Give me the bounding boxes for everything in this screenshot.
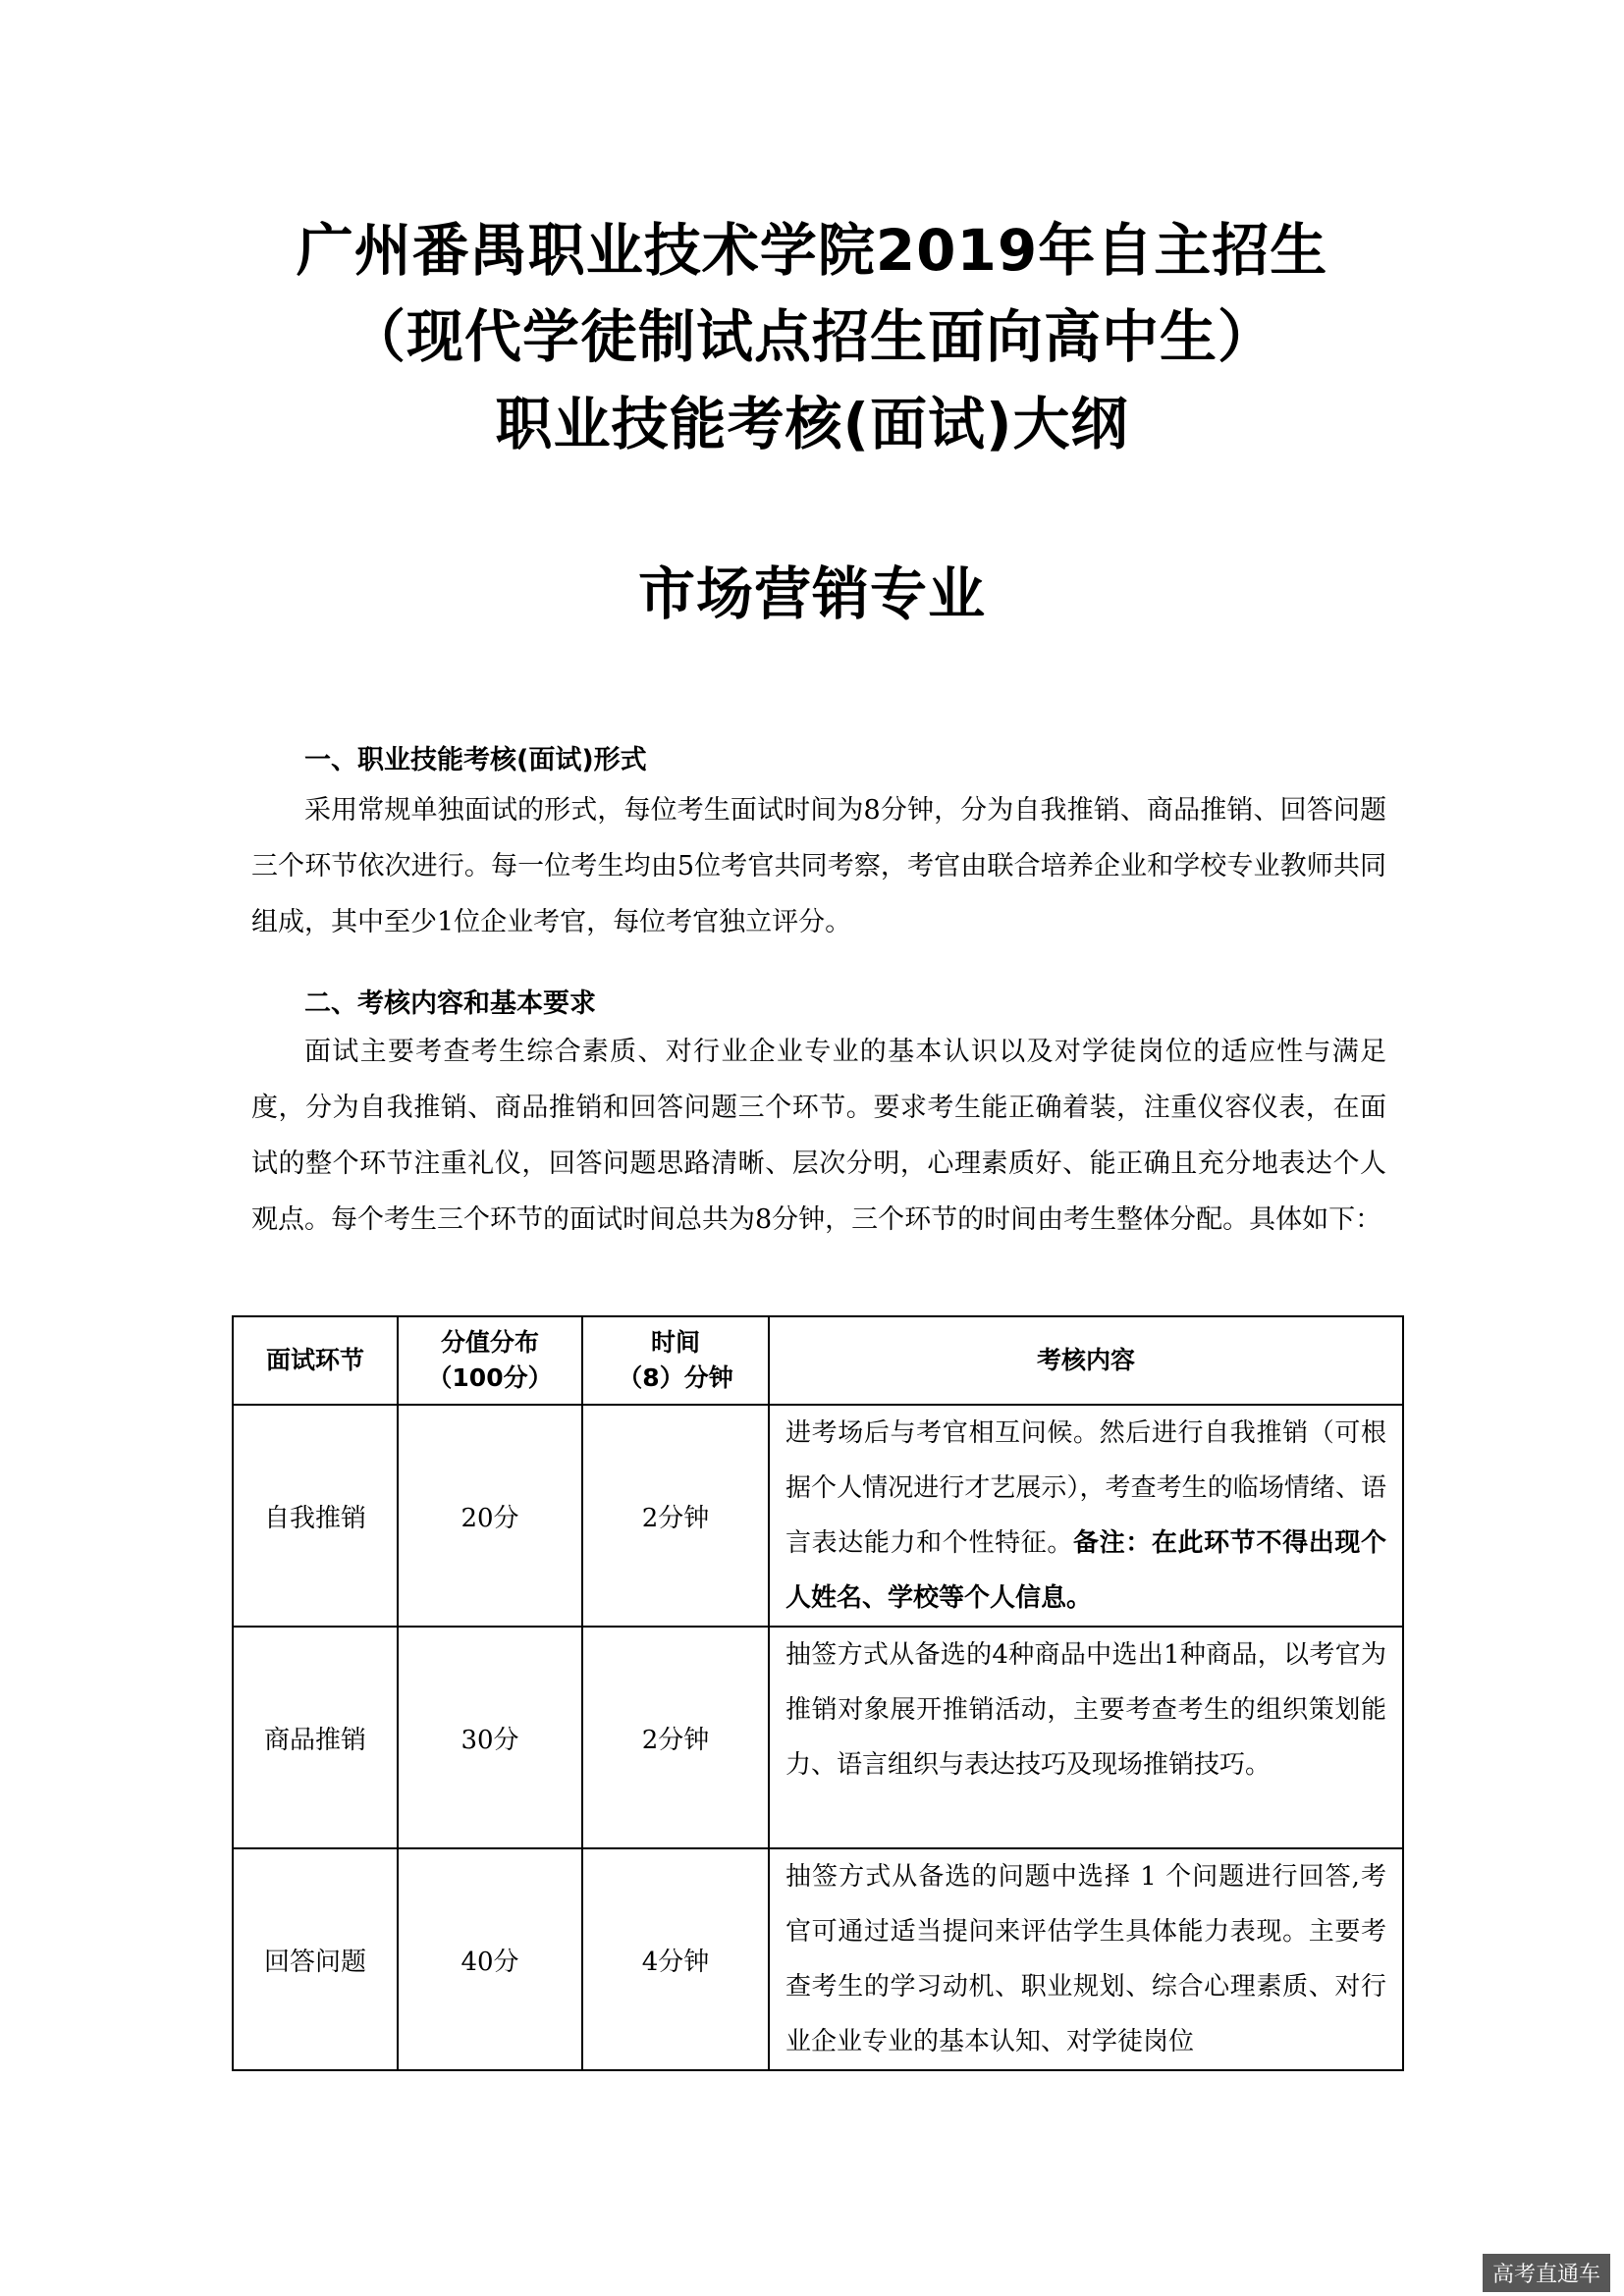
row-stage: 回答问题 xyxy=(233,1848,398,2070)
document-title-line-1: 广州番禺职业技术学院2019年自主招生 xyxy=(296,217,1328,284)
document-title-line-3: 职业技能考核(面试)大纲 xyxy=(495,391,1129,457)
major-title: 市场营销专业 xyxy=(637,561,986,627)
row-content-note: 备注：在此环节不得出现个人姓名、学校等个人信息。 xyxy=(785,1528,1386,1613)
header-stage: 面试环节 xyxy=(233,1316,398,1405)
document-title-line-2: （现代学徒制试点招生面向高中生） xyxy=(348,303,1275,370)
row-content-text: 进考场后与考官相互问候。然后进行自我推销（可根据个人情况进行才艺展示），考查考生的临场情绪、语言表达能力和个性特征。 xyxy=(785,1418,1386,1558)
section-2-heading: 二、考核内容和基本要求 xyxy=(304,988,596,1019)
section-2-body: 面试主要考查考生综合素质、对行业企业专业的基本认识以及对学徒岗位的适应性与满足度，分为自我推销、商品推销和回答问题三个环节。要求考生能正确着装，注重仪容仪表，在面试的整个环节注重礼仪，回答问题思路清晰、层次分明，心理素质好、能正确且充分地表达个人观点。每个考生三个环节的面试时间总共为8分钟，三个环节的时间由考生整体分配。具体如下： xyxy=(251,1037,1386,1235)
row-time: 2分钟 xyxy=(582,1405,769,1627)
header-content: 考核内容 xyxy=(769,1316,1403,1405)
row-score: 20分 xyxy=(398,1405,582,1627)
watermark-logo: 高考直通车 xyxy=(1483,2254,1610,2292)
table-row xyxy=(233,1627,1403,1848)
row-stage: 商品推销 xyxy=(233,1627,398,1848)
row-stage: 自我推销 xyxy=(233,1405,398,1627)
row-score: 40分 xyxy=(398,1848,582,2070)
row-content: 抽签方式从备选的4种商品中选出1种商品，以考官为推销对象展开推销活动，主要考查考生的组织策划能力、语言组织与表达技巧及现场推销技巧。 xyxy=(769,1627,1403,1848)
section-1-body: 采用常规单独面试的形式，每位考生面试时间为8分钟，分为自我推销、商品推销、回答问题三个环节依次进行。每一位考生均由5位考官共同考察，考官由联合培养企业和学校专业教师共同组成，其中至少1位企业考官，每位考官独立评分。 xyxy=(251,795,1386,937)
header-time-line-2: （8）分钟 xyxy=(618,1363,733,1392)
header-time-line-1: 时间 xyxy=(650,1328,700,1357)
row-time: 2分钟 xyxy=(582,1627,769,1848)
row-content: 抽签方式从备选的问题中选择 1 个问题进行回答,考官可通过适当提问来评估学生具体能力表现。主要考查考生的学习动机、职业规划、综合心理素质、对行业企业专业的基本认知、对学徒岗位 xyxy=(769,1848,1403,2070)
header-score xyxy=(398,1316,582,1405)
section-1-heading: 一、职业技能考核(面试)形式 xyxy=(304,745,647,775)
row-time: 4分钟 xyxy=(582,1848,769,2070)
table-row xyxy=(233,1405,1403,1627)
header-score-line-1: 分值分布 xyxy=(440,1328,539,1357)
header-time xyxy=(582,1316,769,1405)
table-row xyxy=(233,1848,1403,2070)
row-content xyxy=(769,1405,1403,1627)
row-score: 30分 xyxy=(398,1627,582,1848)
header-score-line-2: （100分） xyxy=(427,1363,553,1392)
assessment-table xyxy=(232,1315,1404,2071)
table-header-row xyxy=(233,1316,1403,1405)
